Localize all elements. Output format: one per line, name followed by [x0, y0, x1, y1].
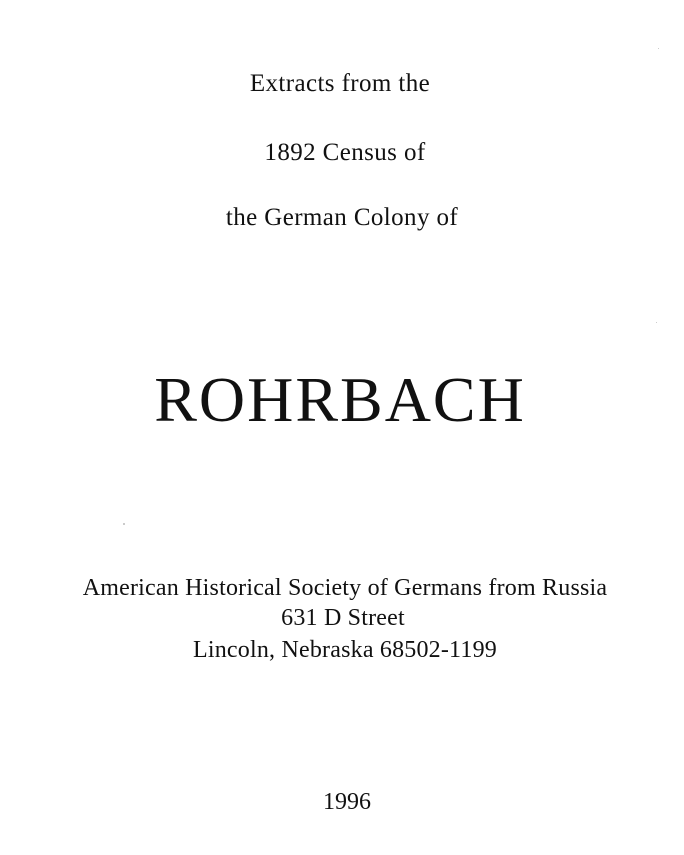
publication-year: 1996 — [323, 789, 371, 815]
title-line-colony: the German Colony of — [225, 204, 459, 231]
publisher-city: Lincoln, Nebraska 68502-1199 — [193, 637, 497, 663]
scan-speck — [656, 322, 657, 323]
colony-name-heading: ROHRBACH — [154, 364, 526, 435]
scan-speck — [658, 48, 659, 49]
scan-speck — [123, 523, 125, 525]
publisher-street: 631 D Street — [281, 605, 405, 631]
publisher-name: American Historical Society of Germans from Russia — [82, 575, 608, 601]
title-line-census: 1892 Census of — [264, 139, 426, 166]
title-line-extracts: Extracts from the — [249, 70, 431, 97]
